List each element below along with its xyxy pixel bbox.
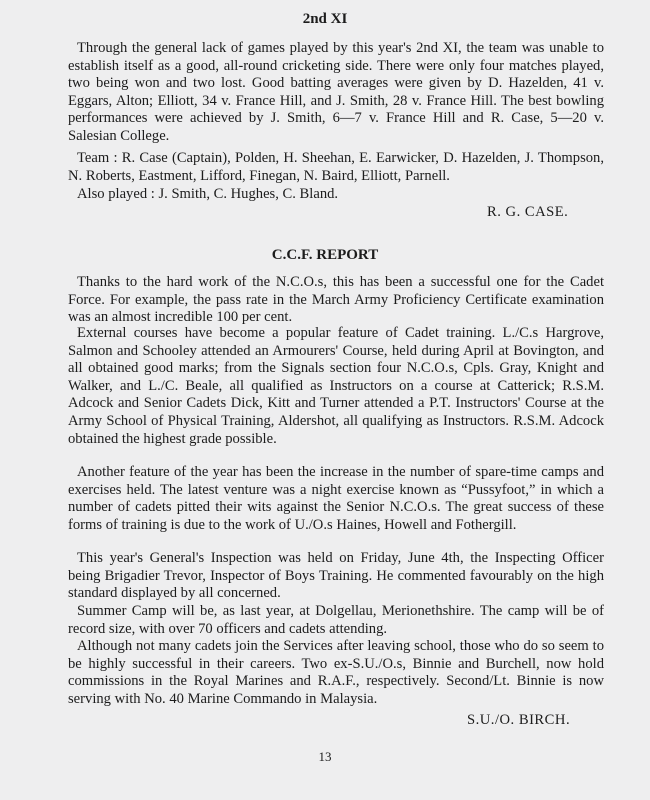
paragraph-generals-inspection: This year's General's Inspection was held on Friday, June 4th, the Inspecting Officer being Brigadier Trevor, Inspector of Boys Training. He commented favourably on the high standard displayed by all concerned. — [68, 550, 604, 602]
paragraph-ccf-intro: Thanks to the hard work of the N.C.O.s, this has been a successful one for the Cadet Force. For example, the pass rate in the March Army Proficiency Certificate examination was an almost incredible 100 per cent. — [68, 274, 604, 326]
heading-ccf-report: C.C.F. REPORT — [271, 247, 379, 263]
signature-su-o-birch: S.U./O. BIRCH. — [467, 712, 571, 728]
signature-r-g-case: R. G. CASE. — [487, 204, 569, 220]
paragraph-external-courses: External courses have become a popular feature of Cadet training. L./C.s Hargrove, Salmon and Schooley attended an Armourers' Course, held during April at Bovington, and all obtained good marks; from the Signals section four N.C.O.s, Cpls. Gray, Knight and Walker, and L./C. Beale, all qualified as Instructors on a course at Catterick; R.S.M. Adcock and Senior Cadets Dick, Kitt and Turner attended a P.T. Instructors' Course at the Army School of Physical Training, Aldershot, all qualifying as Instructors. R.S.M. Adcock obtained the highest grade possible. — [68, 325, 604, 447]
heading-2nd-xi: 2nd XI — [302, 11, 348, 27]
paragraph-spare-time-camps: Another feature of the year has been the increase in the number of spare-time camps and exercises held. The latest venture was a night exercise known as “Pussyfoot,” in which a number of cadets pitted their wits against the Senior N.C.O.s. The great success of these forms of training is due to the work of U./O.s Haines, Howell and Fothergill. — [68, 464, 604, 533]
page-number: 13 — [318, 749, 332, 764]
paragraph-2nd-xi-report: Through the general lack of games played by this year's 2nd XI, the team was unable to establish itself as a good, all-round cricketing side. There were only four matches played, two being won and two lost. Good batting averages were given by D. Hazelden, 41 v. Eggars, Alton; Elliott, 34 v. France Hill, and J. Smith, 28 v. France Hill. The best bowling performances were achieved by J. Smith, 6—7 v. France Hill and R. Case, 5—20 v. Salesian College. — [68, 40, 604, 144]
paragraph-services-careers: Although not many cadets join the Services after leaving school, those who do so seem to be highly successful in their careers. Two ex-S.U./O.s, Binnie and Burchell, now hold commissions in the Royal Marines and R.A.F., respectively. Second/Lt. Binnie is now serving with No. 40 Marine Commando in Malaysia. — [68, 638, 604, 707]
paragraph-summer-camp: Summer Camp will be, as last year, at Dolgellau, Merionethshire. The camp will be of record size, with over 70 officers and cadets attending. — [68, 603, 604, 637]
paragraph-also-played: Also played : J. Smith, C. Hughes, C. Bland. — [77, 186, 339, 202]
paragraph-team-list: Team : R. Case (Captain), Polden, H. Sheehan, E. Earwicker, D. Hazelden, J. Thompson, N. Roberts, Eastment, Lifford, Finegan, N. Baird, Elliott, Parnell. — [68, 150, 604, 184]
